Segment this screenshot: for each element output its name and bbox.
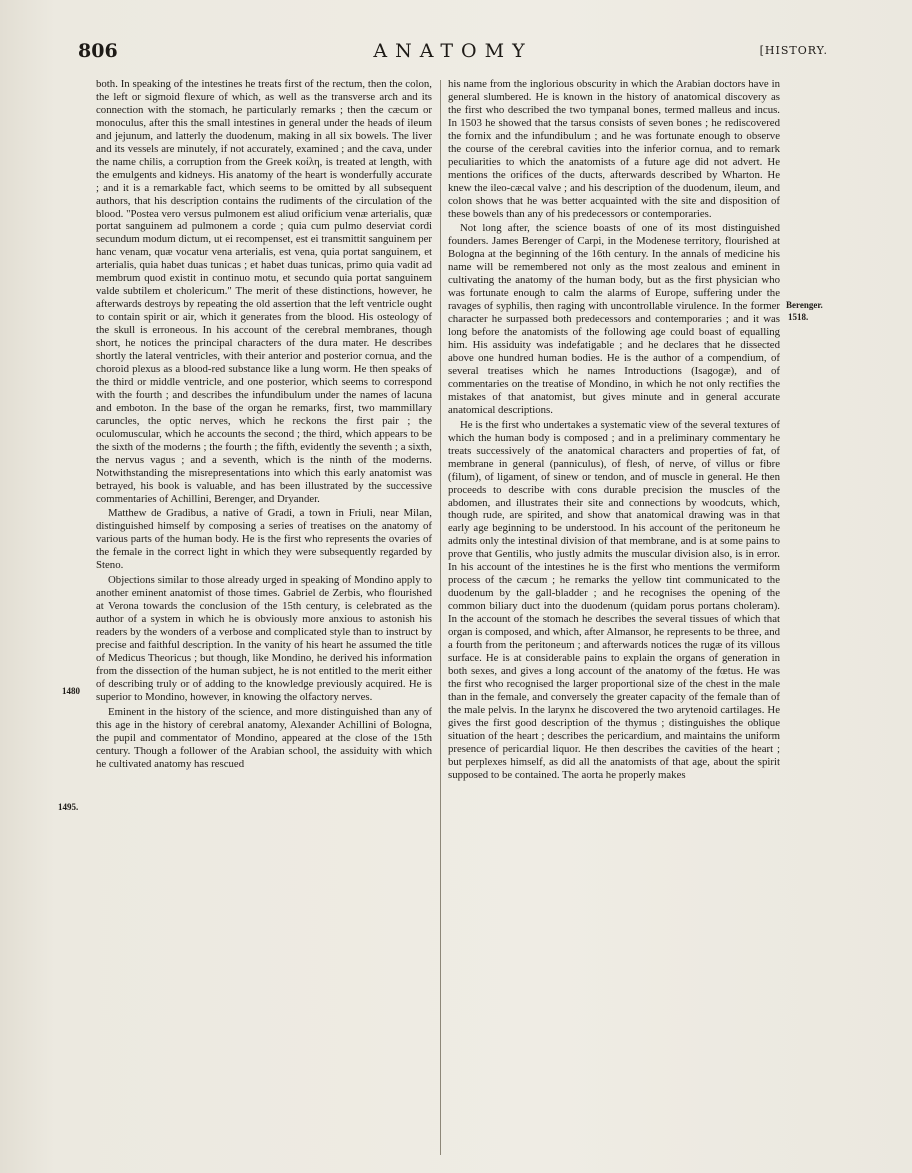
- margin-note-1495: 1495.: [58, 802, 79, 812]
- paragraph-gabriel-de-zerbis: Objections similar to those already urged in speaking of Mondino apply to another eminent anatomist of those times. Gabriel de Zerbis, who flourished at Verona towards the conclusion of the 15th century, is celebrated as the author of a system in which he is obviously more anxious to astonish his readers by the wonders of a verbose and complicated style than to instruct by precise and faithful description. In the vanity of his heart he assumed the title of Medicus Theoricus ; but though, like Mondino, he derived his information from the dissection of the human subject, he is not entitled to the merit either of describing truly or of adding to the knowledge previously acquired. He is superior to Mondino, however, in knowing the olfactory nerves.: [96, 574, 432, 703]
- running-title: ANATOMY: [373, 40, 533, 62]
- paragraph-mondino-continued: both. In speaking of the intestines he treats first of the rectum, then the colon, the left or sigmoid flexure of which, as well as the transverse arch and its connection with the stomach, he particularly remarks ; then the cæcum or monoculus, after this the small intestines in general under the heads of ileum and jejunum, and latterly the duodenum, making in all six bowels. The liver and its vessels are minutely, if not accurately, examined ; and the cava, under the name chilis, a corruption from the Greek κοίλη, is treated at length, with the emulgents and kidneys. His anatomy of the heart is wonderfully accurate ; and it is a remarkable fact, which seems to be omitted by all subsequent authors, that his description contains the rudiments of the circulation of the blood. "Postea vero versus pulmonem est aliud orificium venæ arterialis, quæ portat sanguinem ad pulmonem a corde ; quia cum pulmo deserviat cordi secundum modum dictum, ut ei recompenset, est ei transmittit sanguinem per hanc venam, quæ vocatur vena arterialis, est vena, quia portat sanguinem, et arterialis, quia habet duas tunicas ; et habet duas tunicas, primo quia vadit ad membrum quod existit in continuo motu, et secundo quia portat sanguinem valde subtilem et cholericum." The merit of these distinctions, however, he afterwards destroys by repeating the old assertion that the left ventricle ought to contain spirit or air, which it generates from the blood. His osteology of the skull is erroneous. In his account of the cerebral membranes, though short, he notices the principal characters of the dura mater. He describes shortly the lateral ventricles, with their anterior and posterior cornua, and the choroid plexus as a blood-red substance like a lung worm. He then speaks of the third or middle ventricle, and one posterior, which seems to correspond with the fourth ; and describes the infundibulum under the names of lacuna and emboton. In the base of the organ he remarks, first, two mammillary caruncles, the optic nerves, which he reckons the first pair ; the oculomuscular, which he accounts the second ; the third, which appears to be the sixth of the moderns ; the fourth ; the fifth, evidently the seventh ; a sixth, the nervus vagus ; and a seventh, which is the ninth of the moderns. Notwithstanding the misrepresentations into which this early anatomist was betrayed, his book is valuable, and has been illustrated by the successive commentaries of Achillini, Berenger, and Dryander.: [96, 78, 432, 505]
- left-column: [96, 78, 432, 1158]
- page-header: [78, 40, 828, 70]
- paragraph-achillini: Eminent in the history of the science, and more distinguished than any of this age in the history of cerebral anatomy, Alexander Achillini of Bologna, the pupil and commentator of Mondino, appeared at the close of the 15th century. Though a follower of the Arabian school, the assiduity with which he cultivated anatomy has rescued: [96, 705, 432, 770]
- paragraph-achillini-continued: his name from the inglorious obscurity in which the Arabian doctors have in general slumbered. He is known in the history of anatomical discovery as the first who described the two tympanal bones, termed malleus and incus. In 1503 he showed that the tarsus consists of seven bones ; he rediscovered the fornix and the infundibulum ; and he was fortunate enough to observe the course of the cerebral cavities into the inferior cornua, and to remark peculiarities to which the anatomists of a future age did not advert. He mentions the orifices of the ducts, afterwards described by Wharton. He knew the ileo-cæcal valve ; and his description of the duodenum, ileum, and colon shows that he was better acquainted with the site and disposition of these bowels than any of his predecessors or contemporaries.: [448, 78, 780, 220]
- right-column: [448, 78, 780, 1158]
- column-divider: [440, 80, 441, 1155]
- margin-note-berenger: Berenger.: [786, 300, 823, 310]
- paragraph-berenger: Not long after, the science boasts of one of its most distinguished founders. James Berenger of Carpi, in the Modenese territory, flourished at Bologna at the beginning of the 16th century. In the annals of medicine his name will be remembered not only as the most zealous and eminent in cultivating the anatomy of the human body, but as the first physician who was fortunate enough to calm the alarms of Europe, suffering under the ravages of syphilis, then raging with uncontrollable virulence. In the former character he surpassed both predecessors and contemporaries ; and it was long before the anatomists of the following age could boast of equalling him. His assiduity was indefatigable ; and he declares that he dissected above one hundred human bodies. He is the author of a compendium, of several treatises which he names Introductions (Isagogæ), and of commentaries on the treatise of Mondino, in which he not only rectifies the mistakes of that anatomist, but gives minute and in general accurate anatomical descriptions.: [448, 222, 780, 416]
- paragraph-matthew-de-gradibus: Matthew de Gradibus, a native of Gradi, a town in Friuli, near Milan, distinguished himself by composing a series of treatises on the anatomy of various parts of the human body. He is the first who represents the ovaries of the female in the correct light in which they were subsequently regarded by Steno.: [96, 507, 432, 572]
- page-number: 806: [78, 40, 118, 62]
- paragraph-berenger-textures: He is the first who undertakes a systematic view of the several textures of which the human body is composed ; and in a preliminary commentary he treats successively of the anatomical characters and properties of fat, of membrane in general (panniculus), of flesh, of nerve, of villus or fibre (filum), of ligament, of sinew or tendon, and of muscle in general. He then proceeds to describe with cons durable precision the muscles of the abdomen, and illustrates their site and connections by woodcuts, which, though rude, are spirited, and show that anatomical drawing was in that early age beginning to be understood. In his account of the peritoneum he admits only the intestinal division of that membrane, and is at some pains to prove that Gentilis, who justly admits the muscular division also, is in error. In his account of the intestines he is the first who mentions the vermiform process of the cæcum ; he remarks the yellow tint communicated to the duodenum by the gall-bladder ; and he recognises the opening of the common biliary duct into the duodenum (quidam porus portans choleram). In the account of the stomach he describes the several tissues of which that organ is composed, and which, after Almansor, he represents to be three, and a fourth from the peritoneum ; and afterwards notices the rugæ of its villous surface. He is at considerable pains to explain the organs of generation in both sexes, and gives a long account of the anatomy of the fœtus. He was the first who recognised the larger proportional size of the chest in the male than in the female, and conversely the greater capacity of the female than of the male pelvis. In the larynx he discovered the two arytenoid cartilages. He gives the first good description of the thymus ; distinguishes the oblique situation of the heart ; describes the pericardium, and maintains the uniform presence of pericardial liquor. He then describes the cavities of the heart ; but perplexes himself, as did all the anatomists of that age, about the spirit supposed to be contained. The aorta he properly makes: [448, 418, 780, 781]
- section-tag: [HISTORY.: [759, 44, 828, 57]
- margin-note-1518: 1518.: [788, 312, 809, 322]
- margin-note-1480: 1480: [62, 686, 80, 696]
